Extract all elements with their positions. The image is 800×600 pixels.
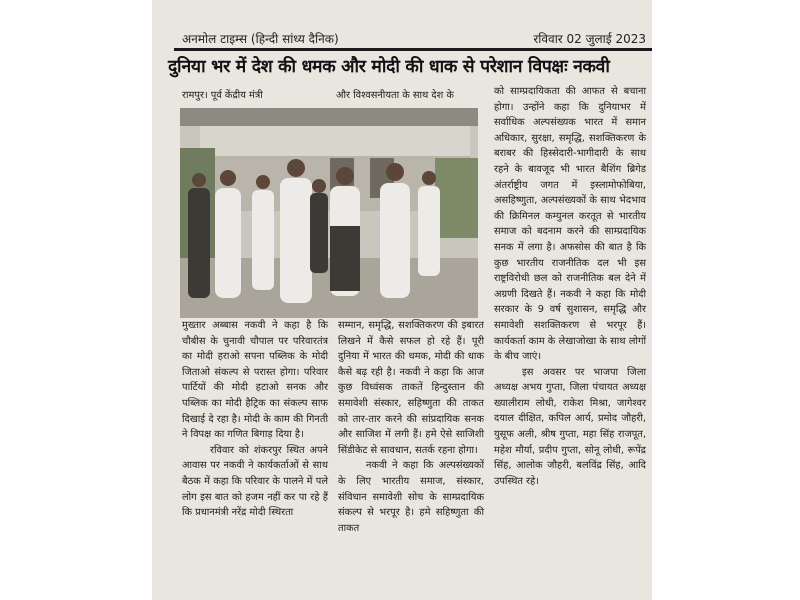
column-3-para-1: को साम्प्रदायिकता की आफत से बचाना होगा। उन्होंने कहा कि दुनियाभर में सर्वाधिक अल्पसंख्यक भारत में समान अधिकार, सुरक्षा, समृद्धि, सशक्तिकरण के बराबर की हिस्सेदारी-भागीदारी के साथ रहने के बावजूद भी भारत बैशिंग ब्रिगेड अंतर्राष्ट्रीय जगत में इस्लामोफोबिया, असहिष्णुता, अल्पसंख्यकों के साथ भेदभाव की क्रिमिनल कम्युनल करतूत से भारतीय समाज को बदनाम करने की साम्प्रदायिक सनक में लगा है। अफसोस की बात है कि कुछ भारतीय राजनीतिक दल भी इस राष्ट्रविरोधी छल को राजनीतिक बल देने में अग्रणी दिखते हैं। नकवी ने कहा कि मोदी सरकार के 9 वर्ष सुशासन, समृद्धि और समावेशी सशक्तिकरण से भरपूर हैं। कार्यकर्ता काम के लेखाजोखा के साथ लोगों के बीच जाएं। xyxy=(494,86,646,363)
news-photo xyxy=(180,108,478,318)
column-1-para-1: मुख्तार अब्बास नकवी ने कहा है कि चौबीस के चुनावी चौपाल पर परिवारतंत्र का मोदी हराओ सपना पब्लिक के मोदी जिताओ संकल्प से परास्त होगा। परिवार पार्टियों की मोदी हटाओ सनक और पब्लिक का मोदी हैट्रिक का संकल्प साफ दिखाई दे रहा है। मोदी के काम की गिनती ने विपक्ष का गणित बिगाड़ दिया है। xyxy=(182,320,328,441)
masthead-rule xyxy=(174,48,652,51)
column-2-para-2: नकवी ने कहा कि अल्पसंख्यकों के लिए भारतीय समाज, संस्कार, संविधान समावेशी सोच के साम्प्रदायिक संकल्प से भरपूर है। हमे सहिष्णुता की ताकत xyxy=(338,460,484,534)
column-2-para-1: सम्मान, समृद्धि, सशक्तिकरण की इबारत लिखने में कैसे सफल हो रहे हैं। पूरी दुनिया में भारत की धमक, मोदी की धाक कैसे बढ़ रही है। नकवी ने कहा कि आज कुछ विध्वंसक ताकतें हिन्दुस्तान की समावेशी संस्कार, सहिष्णुता की ताकत को तार-तार करने की सांप्रदायिक सनक और साजिश में लगी हैं। हमे ऐसे साजिशी सिंडीकेट से सावधान, सतर्क रहना होगा। xyxy=(338,320,484,456)
column-1-bottom xyxy=(182,318,328,521)
masthead-name: अनमोल टाइम्स (हिन्दी सांध्य दैनिक) xyxy=(182,32,339,46)
masthead-date: रविवार 02 जुलाई 2023 xyxy=(533,32,646,46)
column-1-top xyxy=(182,88,320,104)
column-1-para-2: रविवार को शंकरपुर स्थित अपने आवास पर नकवी ने कार्यकर्ताओं से साथ बैठक में कहा कि परिवार के पालने में पले लोग इस बात को हजम नहीं कर पा रहे हैं कि प्रधानमंत्री नरेंद्र मोदी स्थिरता xyxy=(182,444,328,519)
column-3-para-2: इस अवसर पर भाजपा जिला अध्यक्ष अभय गुप्ता, जिला पंचायत अध्यक्ष ख्यालीराम लोधी, राकेश मिश्रा, जागेश्वर दयाल दीक्षित, कपिल आर्य, प्रमोद जौहरी, युसूफ अली, श्रीष गुप्ता, महा सिंह राजपूत, महेश मौर्या, प्रदीप गुप्ता, सोनू लोधी, रूपेंद्र सिंह, आलोक जौहरी, बलविंद्र सिंह, आदि उपस्थित रहे। xyxy=(494,366,646,487)
column-3 xyxy=(494,84,646,489)
headline: दुनिया भर में देश की धमक और मोदी की धाक से परेशान विपक्षः नकवी xyxy=(168,57,610,77)
newspaper-page xyxy=(152,0,652,600)
column-2-bottom xyxy=(338,318,484,536)
masthead xyxy=(182,28,650,48)
column-2-top xyxy=(336,88,480,104)
column-2-lead: और विश्वसनीयता के साथ देश के xyxy=(336,90,454,101)
column-1-dateline: रामपुर। पूर्व केंद्रीय मंत्री xyxy=(182,90,263,101)
photo-illustration xyxy=(180,108,478,318)
